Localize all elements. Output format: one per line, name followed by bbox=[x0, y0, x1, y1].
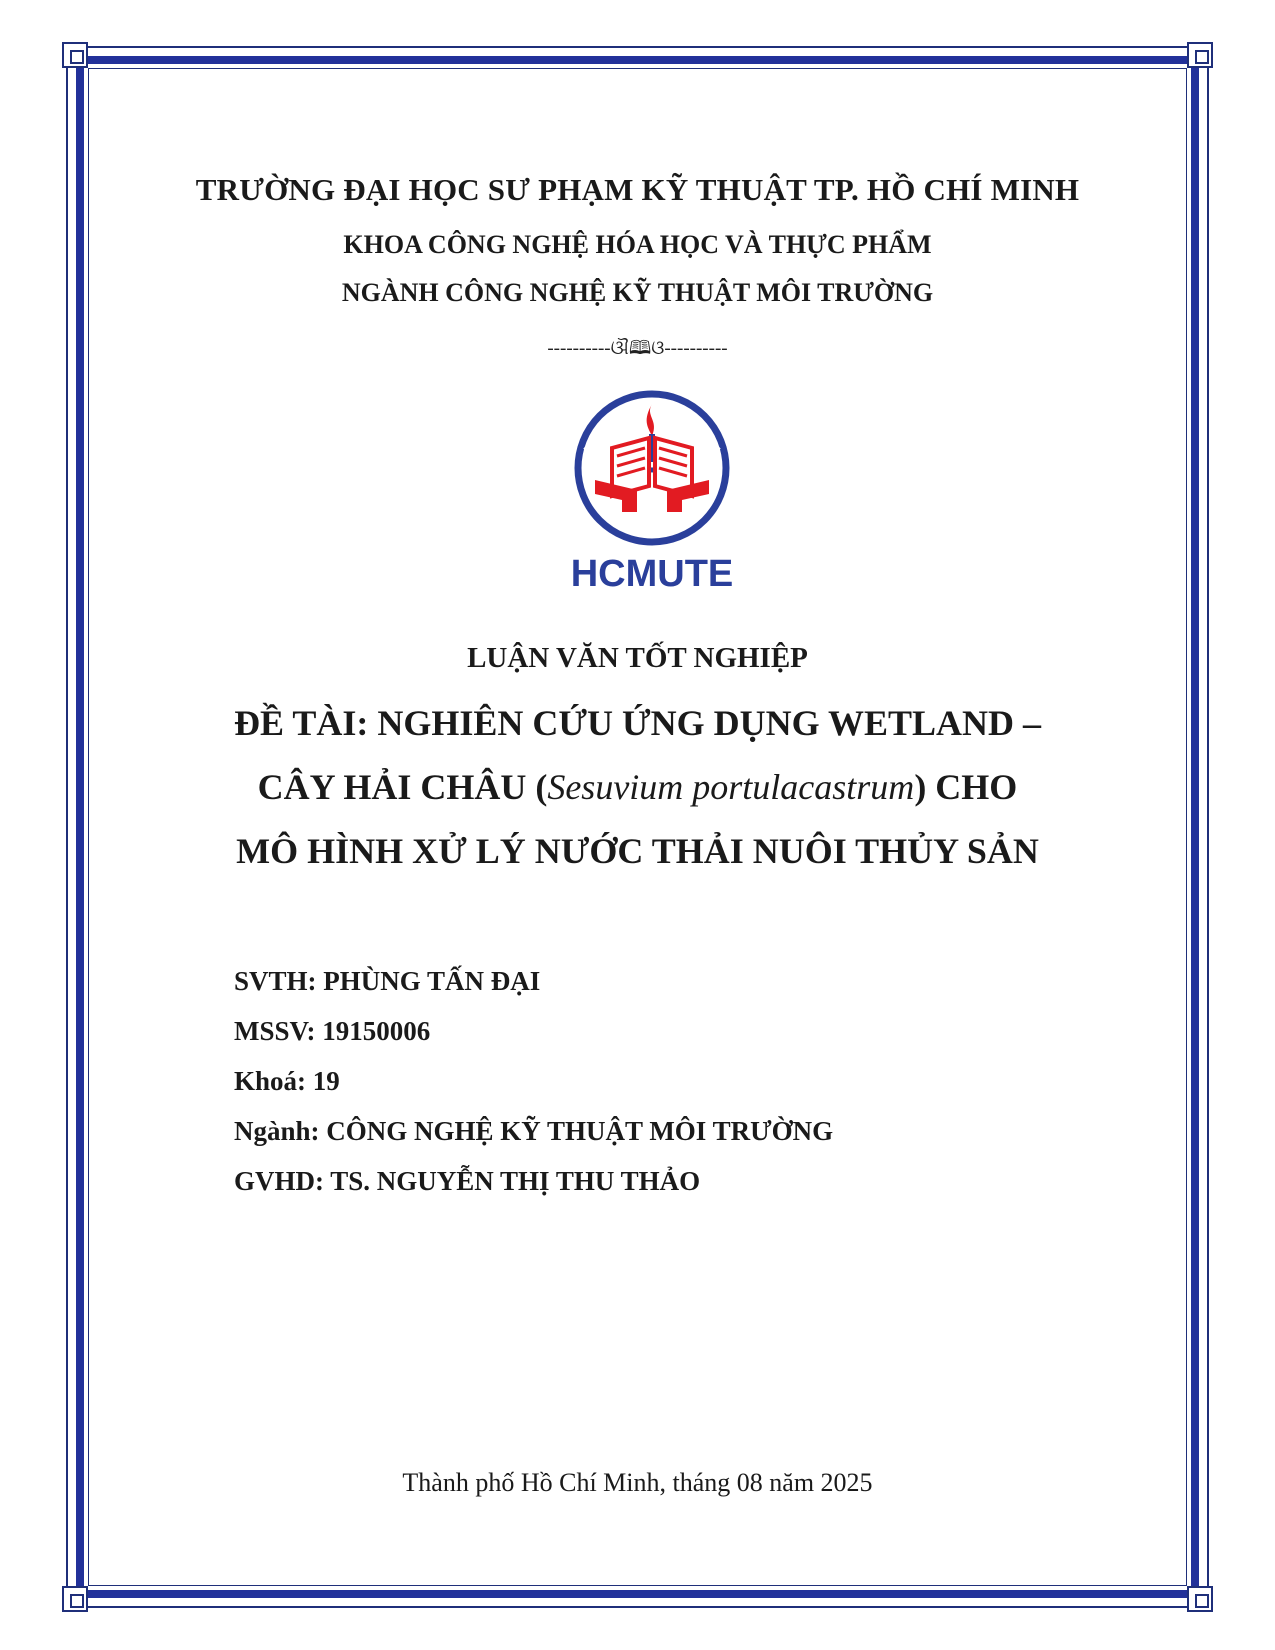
major: Ngành: CÔNG NGHỆ KỸ THUẬT MÔI TRƯỜNG bbox=[234, 1116, 834, 1146]
document-type: LUẬN VĂN TỐT NGHIỆP bbox=[467, 642, 808, 674]
thesis-title-line-1: ĐỀ TÀI: NGHIÊN CỨU ỨNG DỤNG WETLAND – bbox=[233, 703, 1042, 743]
title-line-2-prefix: CÂY HẢI CHÂU ( bbox=[257, 767, 548, 807]
thesis-title-line-2 bbox=[90, 766, 1185, 808]
student-name: SVTH: PHÙNG TẤN ĐẠI bbox=[234, 966, 541, 996]
species-name: Sesuvium portulacastrum bbox=[547, 767, 915, 807]
ornamental-divider: ----------ଔ🕮ଓ---------- bbox=[547, 338, 728, 359]
student-id: MSSV: 19150006 bbox=[234, 1016, 431, 1046]
department-name: NGÀNH CÔNG NGHỆ KỸ THUẬT MÔI TRƯỜNG bbox=[341, 278, 934, 307]
corner-ornament-bottom-left bbox=[62, 1586, 88, 1612]
logo-wordmark: HCMUTE bbox=[570, 553, 734, 595]
advisor: GVHD: TS. NGUYỄN THỊ THU THẢO bbox=[234, 1166, 701, 1196]
university-name: TRƯỜNG ĐẠI HỌC SƯ PHẠM KỸ THUẬT TP. HỒ CHÍ MINH bbox=[195, 172, 1080, 207]
cohort: Khoá: 19 bbox=[234, 1066, 340, 1096]
thesis-title-line-3: MÔ HÌNH XỬ LÝ NƯỚC THẢI NUÔI THỦY SẢN bbox=[236, 831, 1039, 871]
corner-ornament-top-left bbox=[62, 42, 88, 68]
corner-ornament-bottom-right bbox=[1187, 1586, 1213, 1612]
hcmute-logo bbox=[567, 390, 737, 605]
place-and-date: Thành phố Hồ Chí Minh, tháng 08 năm 2025 bbox=[402, 1468, 873, 1497]
faculty-name: KHOA CÔNG NGHỆ HÓA HỌC VÀ THỰC PHẨM bbox=[343, 230, 932, 259]
title-line-2-suffix: ) CHO bbox=[914, 767, 1018, 807]
corner-ornament-top-right bbox=[1187, 42, 1213, 68]
